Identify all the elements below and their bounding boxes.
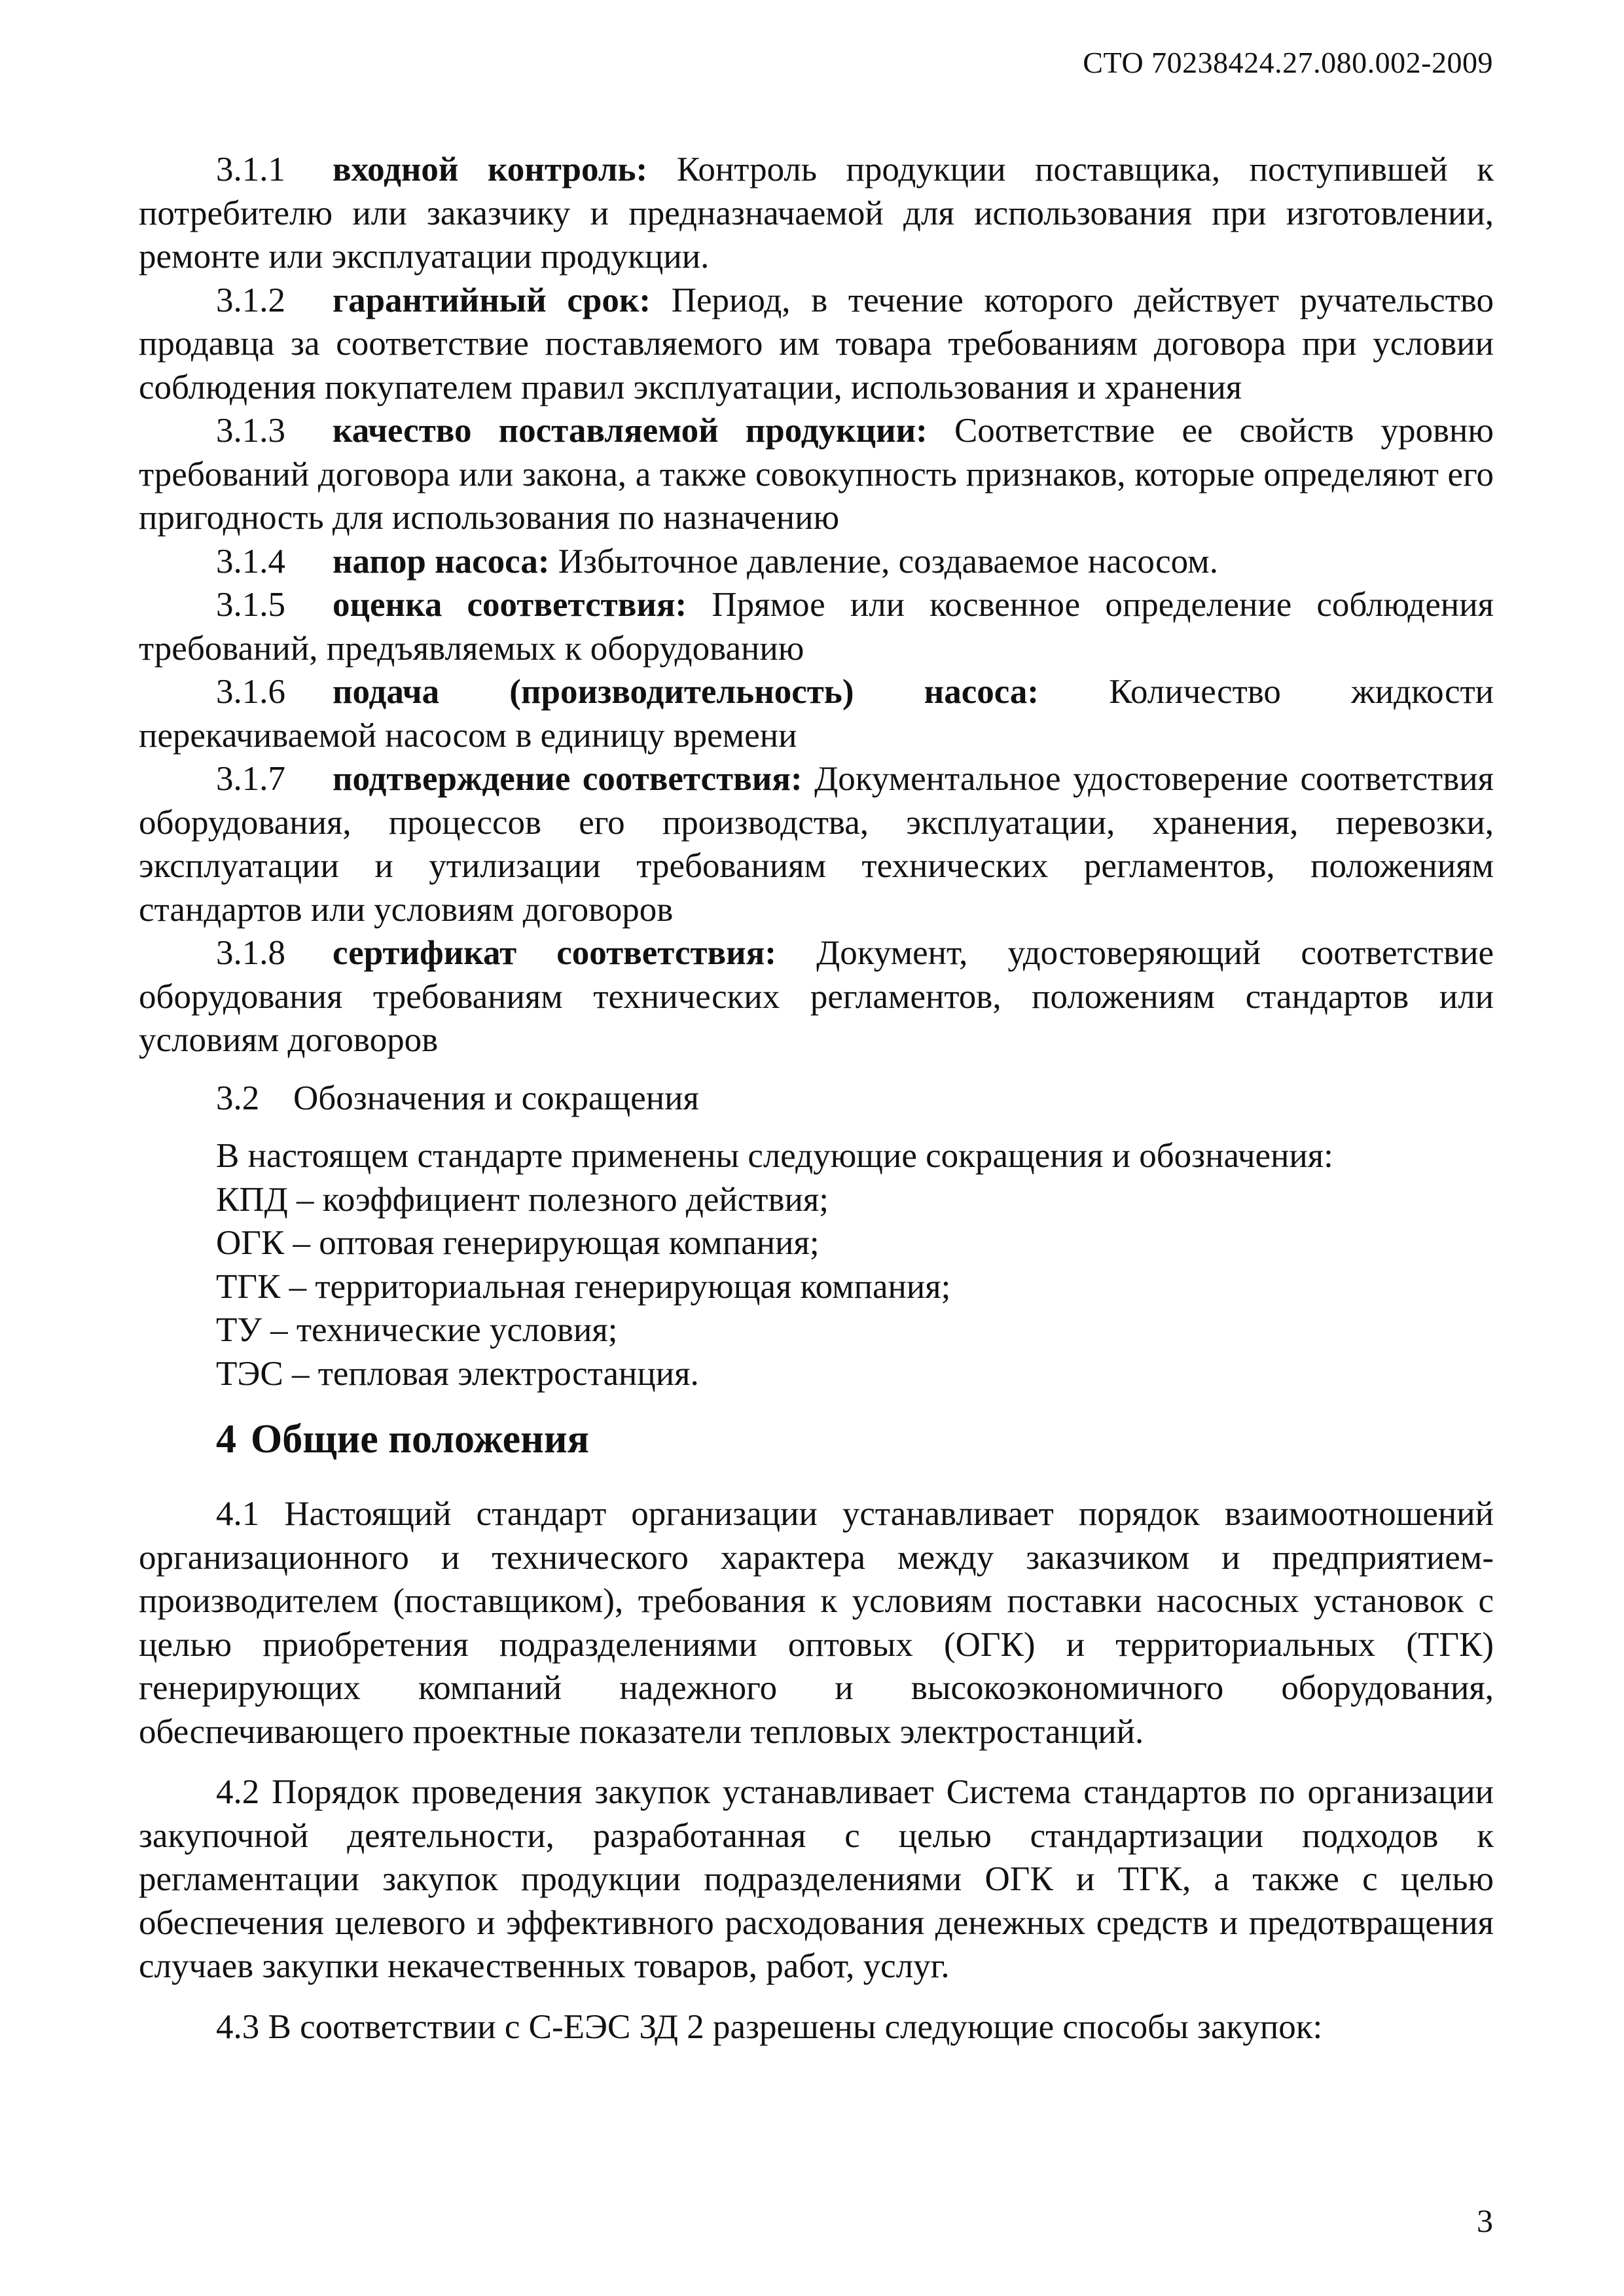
subsection-heading-3-2 [139,1077,1494,1121]
spacer [139,1062,1494,1077]
definition-text: Контроль продукции поставщика, поступившей к потребителю или заказчику и предназначаемой для использования при изготовлении, ремонте или эксплуатации продукции. [139,151,1494,276]
definition-text: Период, в течение которого действует ручательство продавца за соответствие поставляемого им товара требованиям договора при условии соблюдения покупателем правил эксплуатации, использования и хранения [139,281,1494,406]
definition-text: Соответствие ее свойств уровню требований договора или закона, а также совокупность признаков, которые определяют его пригодность для использования по назначению [139,412,1494,537]
term: входной контроль: [333,151,648,188]
document-code: СТО 70238424.27.080.002-2009 [1083,46,1493,79]
definition-text: Прямое или косвенное определение соблюдения требований, предъявляемых к оборудованию [139,586,1494,668]
term: напор насоса: [333,542,550,581]
clause-number: 3.1.2 [216,281,285,319]
definition-3-1-8 [139,931,1494,1062]
paragraph-4-1 [139,1492,1494,1753]
clause-number: 3.1.7 [216,760,285,798]
clause-number: 3.1.8 [216,934,285,972]
clause-number: 4.1 [216,1495,260,1533]
paragraph-4-3 [139,2005,1494,2049]
clause-number: 3.1.1 [216,151,285,188]
term: сертификат соответствия: [333,934,776,972]
clause-number: 3.1.6 [216,673,285,711]
definition-text: Документальное удостоверение соответствия оборудования, процессов его производства, эксплуатации, хранения, перевозки, эксплуатации и утилизации требованиям технических регламентов, положениям стандартов или условиям договоров [139,760,1494,929]
page-number: 3 [1477,2202,1493,2239]
spacer [139,1988,1494,2005]
abbreviation-item: ТГК – территориальная генерирующая компания; [216,1267,951,1306]
paragraph-text: Настоящий стандарт организации устанавливает порядок взаимоотношений организационного и технического характера между заказчиком и предприятием-производителем (поставщиком), требования к условиям поставки насосных установок с целью приобретения подразделениями оптовых (ОГК) и территориальных (ТГК) генерирующих компаний надежного и высокоэкономичного оборудования, обеспечивающего проектные показатели тепловых электростанций. [139,1495,1494,1751]
definition-3-1-3 [139,409,1494,540]
term: качество поставляемой продукции: [333,412,928,450]
clause-number: 4.2 [216,1773,260,1811]
definition-3-1-7 [139,757,1494,931]
section-heading-4 [139,1410,1494,1469]
paragraph-text: Порядок проведения закупок устанавливает Система стандартов по организации закупочной деятельности, разработанная с целью стандартизации подходов к регламентации закупок продукции подразделениями ОГК и ТГК, а также с целью обеспечения целевого и эффективного расходования денежных средств и предотвращения случаев закупки некачественных товаров, работ, услуг. [139,1773,1494,1985]
abbreviation-item: ОГК – оптовая генерирующая компания; [216,1224,820,1262]
definition-3-1-1 [139,148,1494,279]
spacer [139,1120,1494,1134]
clause-number: 3.1.4 [216,542,285,581]
definition-3-1-5 [139,583,1494,670]
definition-text: Избыточное давление, создаваемое насосом. [549,542,1218,581]
abbreviations-intro: В настоящем стандарте применены следующие сокращения и обозначения: [216,1137,1333,1175]
clause-number: 3.1.3 [216,412,285,450]
subsection-title: Обозначения и сокращения [293,1079,699,1117]
abbreviation-item: ТЭС – тепловая электростанция. [216,1354,699,1393]
clause-number: 4.3 [216,2007,260,2046]
term: подача (производительность) насоса: [333,673,1039,711]
paragraph-4-2 [139,1770,1494,1988]
term: подтверждение соответствия: [333,760,803,798]
section-number: 4 [216,1417,236,1462]
definition-text: Количество жидкости перекачиваемой насосом в единицу времени [139,673,1494,755]
term: гарантийный срок: [333,281,651,319]
clause-number: 3.1.5 [216,586,285,624]
definition-text: Документ, удостоверяющий соответствие оборудования требованиям технических регламентов, положениям стандартов или условиям договоров [139,934,1494,1059]
spacer [139,1753,1494,1770]
abbreviation-item: КПД – коэффициент полезного действия; [216,1180,829,1219]
abbreviation-item: ТУ – технические условия; [216,1311,618,1349]
term: оценка соответствия: [333,586,687,624]
section-title: Общие положения [251,1417,590,1462]
paragraph-text: В соответствии с С-ЕЭС ЗД 2 разрешены следующие способы закупок: [268,2007,1323,2046]
definition-3-1-2 [139,279,1494,410]
definition-3-1-6 [139,670,1494,757]
definition-3-1-4 [139,540,1494,584]
document-body [139,148,1494,2049]
subsection-number: 3.2 [216,1079,260,1117]
